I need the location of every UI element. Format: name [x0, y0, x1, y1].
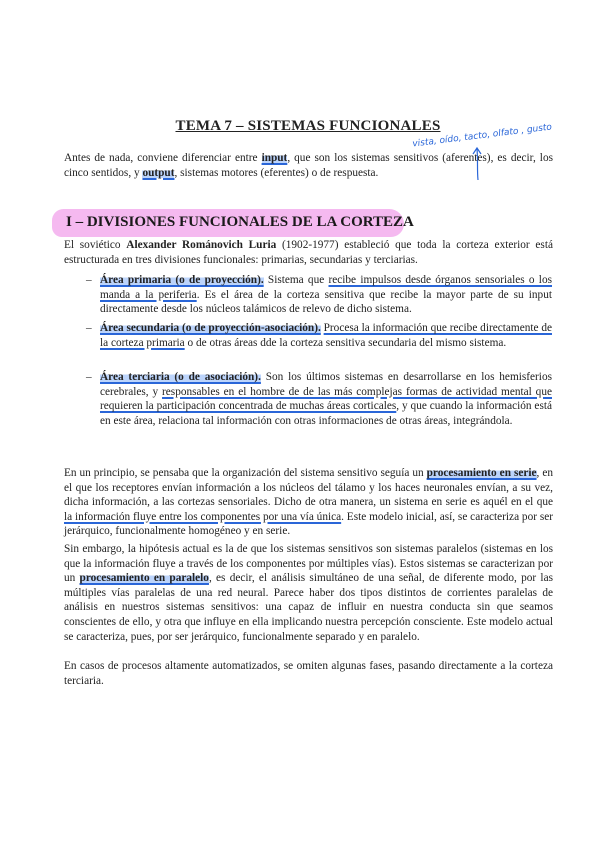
luria-name: Alexander Románovich Luria [126, 239, 277, 251]
handwritten-note: vista, oído, tacto, olfato , gusto [411, 122, 553, 150]
bullet-text: Sistema que [263, 274, 329, 286]
bullet-item [100, 273, 552, 317]
serie-paragraph [64, 466, 553, 539]
bullet-text: o de otras áreas dde la corteza sensitiva secundaria del mismo sistema. [184, 336, 507, 349]
bullet-dash: – [86, 322, 92, 334]
paralelo-text: Sin embargo, la hipótesis actual es la de que los sistemas sensitivos son sistemas paralelos (sistemas en los que la información fluye a través de los componentes por múltiples vías). Estos sistemas se caracterizan por un [64, 543, 553, 585]
final-paragraph: En casos de procesos altamente automatizados, se omiten algunas fases, pasando directamente a la corteza terciaria. [64, 660, 553, 687]
luria-text: El soviético [64, 239, 127, 251]
bullet-item [100, 321, 552, 350]
intro-text: , que son los sistemas sensitivos (aferentes), es decir, los cinco sentidos, y [64, 152, 553, 179]
paralelo-text: , es decir, el análisis simultáneo de una señal, de diferente modo, por las múltiples vías paralelas de una red neural. Parece haber dos tipos distintos de corrientes paralelas de análisis en nuestros sistemas sensitivos: una capaz de influir en nuestra conducta sin que seamos conscientes de ello, y otra que influye en ella implicando nuestra percepción consciente. Este modelo actual se caracteriza, pues, por ser jerárquico, funcionalmente separado y en paralelo. [64, 572, 553, 643]
bullet-item [100, 370, 552, 428]
bullet-title: Área secundaria (o de proyección-asociación). [100, 322, 321, 334]
bullet-dash: – [86, 274, 92, 286]
bullet-underlined-text: recibe impulsos desde órganos sensoriales o los manda a la periferia [100, 274, 552, 301]
serie-text: , en el que los receptores envían información a los núcleos del tálamo y los haces neuronales envían, a su vez, dicha información, a las cortezas sensoriales. Dicho de otra manera, un sistema en serie es aquél en el que [64, 467, 554, 509]
term-input: input [261, 152, 288, 164]
bullet-title: Área terciaria (o de asociación). [100, 371, 261, 383]
bullet-title: Área primaria (o de proyección). [100, 274, 264, 286]
section-heading-text: I – DIVISIONES FUNCIONALES DE LA CORTEZA [66, 214, 414, 230]
page-title: TEMA 7 – SISTEMAS FUNCIONALES [175, 118, 441, 134]
intro-text: , sistemas motores (eferentes) o de respuesta. [174, 166, 379, 179]
serie-underlined-text: la información fluye entre los componentes por una vía única [64, 510, 342, 523]
section-heading [52, 209, 414, 237]
bullet-dash: – [86, 371, 92, 383]
bullet-text: Son los últimos sistemas en desarrollarse en los hemisferios cerebrales, y [100, 371, 552, 398]
intro-text: Antes de nada, conviene diferenciar entre [64, 152, 262, 164]
bullet-underlined-text: responsables en el hombre de de las más complejas formas de actividad mental que requieren la participación concentrada de muchas áreas corticales [100, 385, 552, 413]
bullet-underlined-text: Procesa la información que recibe directamente de la corteza primaria [100, 322, 552, 349]
term-output: output [142, 166, 175, 179]
intro-paragraph [64, 151, 553, 180]
serie-text: En un principio, se pensaba que la organización del sistema sensitivo seguía un [64, 467, 427, 479]
term-procesamiento-paralelo: procesamiento en paralelo [79, 572, 209, 585]
luria-paragraph [64, 238, 553, 267]
term-procesamiento-serie: procesamiento en serie [426, 467, 537, 479]
paralelo-paragraph [64, 542, 553, 644]
luria-text: (1902-1977) estableció que toda la corteza exterior está estructurada en tres divisiones funcionales: primarias, secundarias y terciarias. [64, 239, 553, 266]
bullet-text: . Es el área de la corteza sensitiva que recibe la mayor parte de su input directamente desde los núcleos talámicos de relevo de dicho sistema. [100, 288, 552, 316]
bullet-text: , y que cuando la información está en este área, relaciona tal información con otras informaciones de otras áreas, integrándola. [100, 400, 552, 427]
serie-text: . Este modelo inicial, así, se caracteriza por ser jerárquico, funcionalmente homogéneo y en serie. [64, 510, 553, 538]
